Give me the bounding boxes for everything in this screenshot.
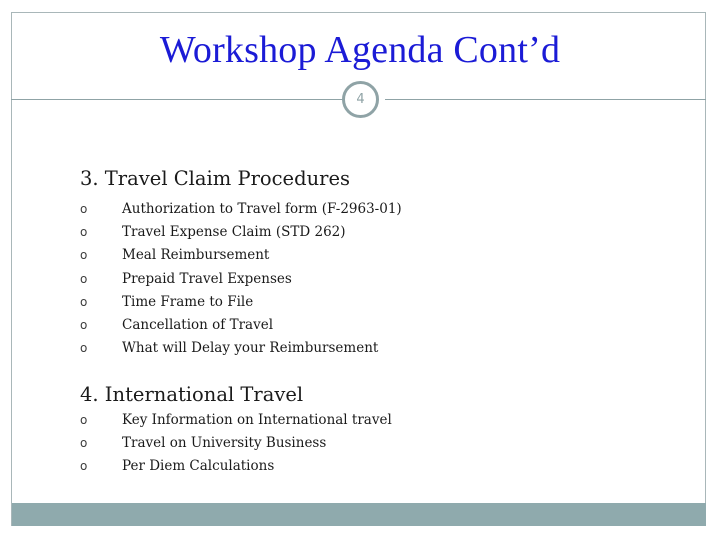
list-item-text: Cancellation of Travel	[122, 316, 274, 333]
footer-bar	[12, 503, 706, 526]
bullet-icon: o	[80, 225, 88, 240]
section-travel-claim-procedures	[80, 167, 402, 360]
section-heading: 4. International Travel	[80, 383, 304, 406]
bullet-icon: o	[80, 436, 88, 451]
list-item	[80, 268, 402, 291]
bullet-icon: o	[80, 413, 88, 427]
bullet-icon: o	[80, 271, 88, 286]
bullet-list	[80, 198, 402, 360]
list-item	[80, 314, 402, 337]
bullet-icon: o	[80, 248, 88, 263]
list-item-text: What will Delay your Reimbursement	[122, 340, 379, 357]
list-item	[80, 337, 402, 360]
list-item-text: Prepaid Travel Expenses	[122, 270, 292, 287]
list-item-text: Key Information on International travel	[122, 412, 392, 428]
page-number-badge: 4	[342, 81, 379, 118]
bullet-list	[80, 409, 392, 479]
list-item-text: Per Diem Calculations	[122, 458, 275, 475]
list-item-text: Travel Expense Claim (STD 262)	[122, 224, 346, 241]
list-item-text: Meal Reimbursement	[122, 247, 270, 264]
bullet-icon: o	[80, 317, 88, 332]
section-heading: 3. Travel Claim Procedures	[80, 167, 351, 190]
list-item-text: Travel on University Business	[122, 435, 327, 452]
list-item	[80, 221, 402, 244]
bullet-icon: o	[80, 459, 88, 474]
bullet-icon: o	[80, 341, 88, 356]
bullet-icon: o	[80, 202, 88, 216]
title-divider-left	[11, 99, 343, 100]
title-divider-right	[385, 99, 706, 100]
list-item	[80, 291, 402, 314]
list-item	[80, 244, 402, 267]
list-item-text: Time Frame to File	[122, 293, 254, 310]
list-item	[80, 198, 402, 221]
list-item	[80, 455, 392, 478]
list-item-text: Authorization to Travel form (F-2963-01)	[122, 201, 402, 217]
list-item	[80, 432, 392, 455]
slide-title: Workshop Agenda Cont’d	[159, 29, 561, 71]
bullet-icon: o	[80, 294, 88, 309]
section-international-travel	[80, 383, 392, 479]
list-item	[80, 409, 392, 432]
